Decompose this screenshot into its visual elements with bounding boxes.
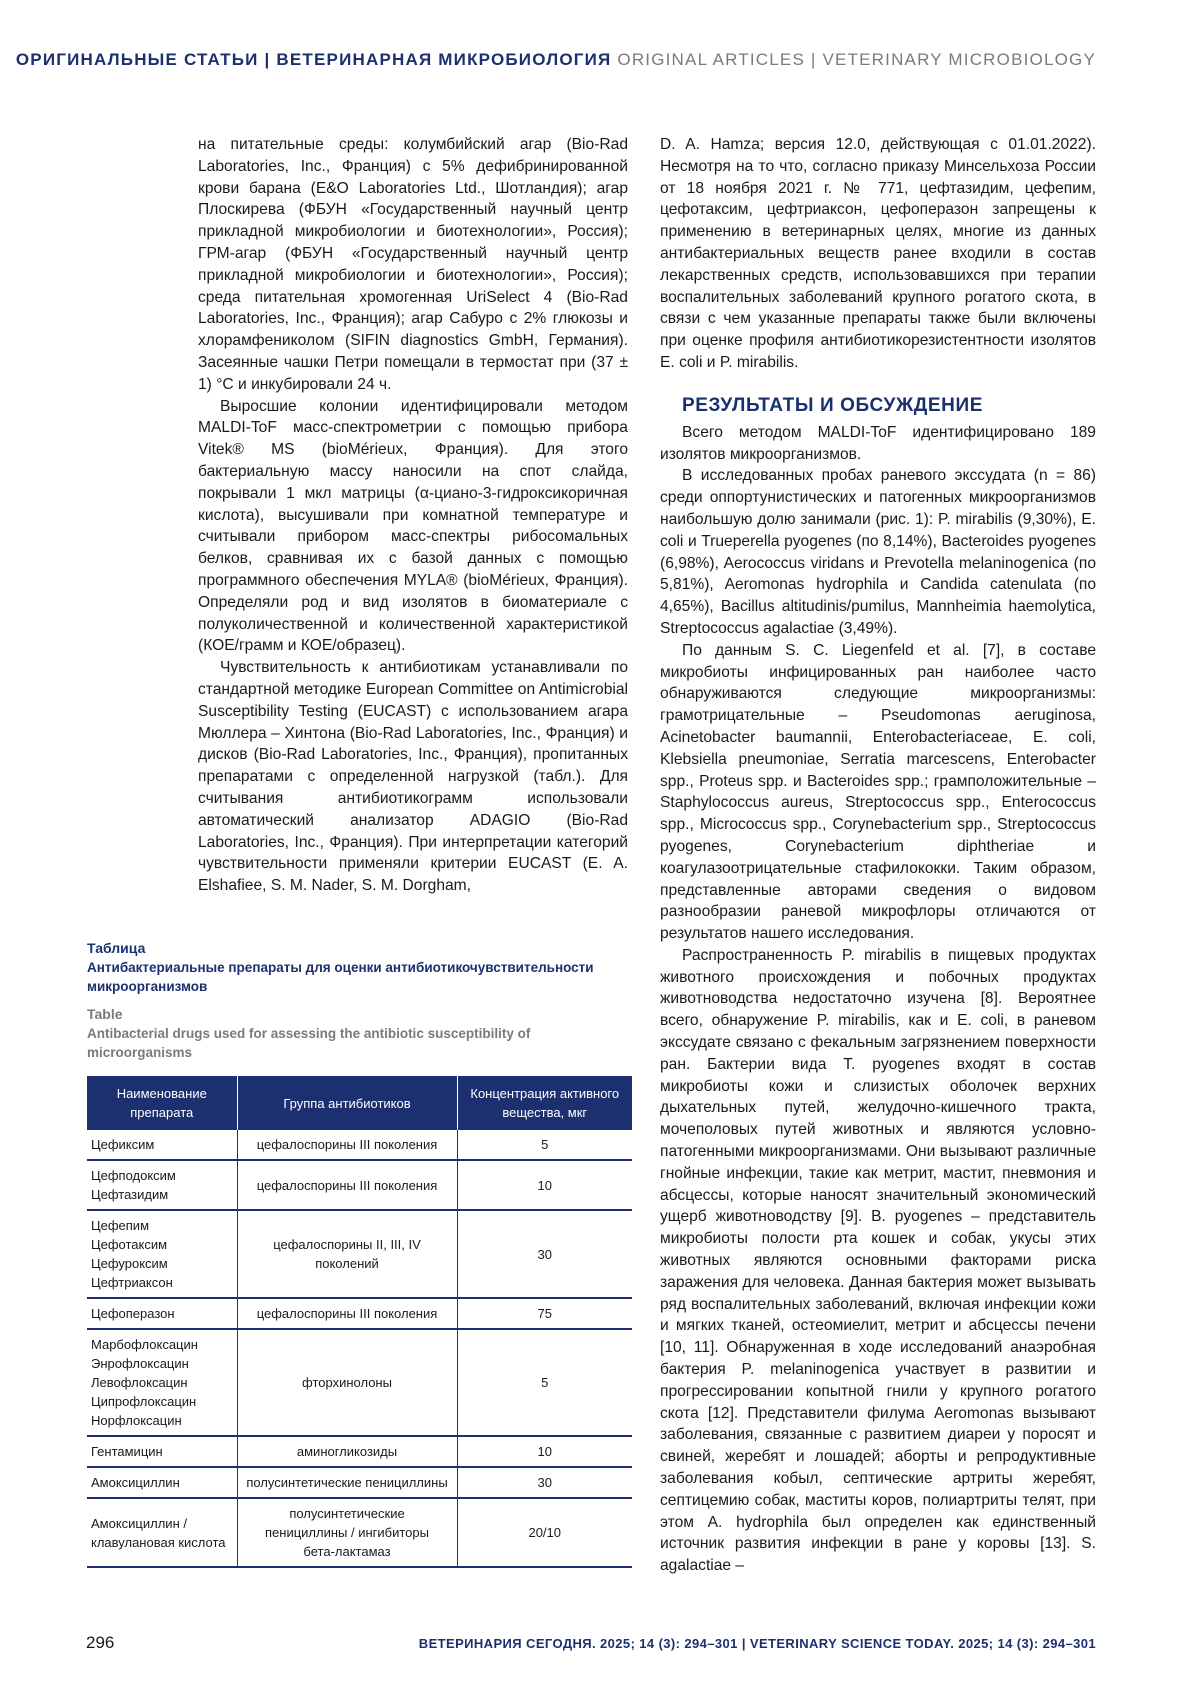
table-cell-name: Амоксициллин <box>87 1467 237 1498</box>
table-cell-name: Цефепим Цефотаксим Цефуроксим Цефтриаксон <box>87 1210 237 1298</box>
table-row <box>87 1498 632 1567</box>
table-cell-group: полусинтетические пенициллины / ингибиторы бета-лактамаз <box>237 1498 457 1567</box>
table-row <box>87 1467 632 1498</box>
left-paragraph-3: Чувствительность к антибиотикам устанавливали по стандартной методике European Committee on Antimicrobial Susceptibility Testing (EUCAST) с использованием агара Мюллера – Хинтона (Bio-Rad Laboratories, Inc., Франция) и дисков (Bio-Rad Laboratories, Inc., Франция), пропитанных препаратами с определенной нагрузкой (табл.). Для считывания антибиотикограмм использовали автоматический анализатор ADAGIO (Bio-Rad Laboratories, Inc., Франция). При интерпретации категорий чувствительности применяли критерии EUCAST (E. A. Elshafiee, S. M. Nader, S. M. Dorgham, <box>198 659 628 895</box>
table-cell-concentration: 75 <box>457 1298 632 1329</box>
table-row <box>87 1298 632 1329</box>
table-cell-name: Цефоперазон <box>87 1298 237 1329</box>
table-row <box>87 1436 632 1467</box>
table-row <box>87 1329 632 1436</box>
table-cell-name: Цефиксим <box>87 1130 237 1160</box>
table-cell-concentration: 20/10 <box>457 1498 632 1567</box>
journal-citation: ВЕТЕРИНАРИЯ СЕГОДНЯ. 2025; 14 (3): 294–301 | VETERINARY SCIENCE TODAY. 2025; 14 (3): 294–301 <box>418 1636 1096 1651</box>
right-paragraph-1: D. A. Hamza; версия 12.0, действующая с 01.01.2022). Несмотря на то что, согласно приказу Минсельхоза России от 18 ноября 2021 г. № 771, цефтазидим, цефепим, цефотаксим, цефтриаксон, цефоперазон запрещены к применению в ветеринарных целях, многие из данных антибактериальных веществ ранее входили в состав лекарственных средств, использовавшихся при терапии воспалительных заболеваний крупного рогатого скота, в связи с чем указанные препараты также были включены при оценке профиля антибиотикорезистентности изолятов E. coli и P. mirabilis. <box>660 136 1096 371</box>
table-row <box>87 1130 632 1160</box>
table-caption-ru: Антибактериальные препараты для оценки антибиотикочувствительности микроорганизмов <box>87 960 594 994</box>
left-paragraph-1: на питательные среды: колумбийский агар (Bio-Rad Laboratories, Inc., Франция) с 5% дефибринированной крови барана (E&O Laboratories Ltd., Шотландия); агар Плоскирева (ФБУН «Государственный научный центр прикладной микробиологии и биотехнологии», Россия); ГРМ-агар (ФБУН «Государственный научный центр прикладной микробиологии и биотехнологии», Россия); среда питательная хромогенная UriSelect 4 (Bio-Rad Laboratories, Inc., Франция); агар Сабуро с 2% глюкозы и хлорамфениколом (SIFIN diagnostics GmbH, Германия). Засеянные чашки Петри помещали в термостат при (37 ± 1) °C и инкубировали 24 ч. <box>198 136 628 393</box>
section-heading-results: РЕЗУЛЬТАТЫ И ОБСУЖДЕНИЕ <box>682 394 983 416</box>
table-cell-group: фторхинолоны <box>237 1329 457 1436</box>
table-header-name: Наименование препарата <box>87 1076 237 1130</box>
table-cell-concentration: 10 <box>457 1436 632 1467</box>
table-cell-group: цефалоспорины II, III, IV поколений <box>237 1210 457 1298</box>
left-column <box>198 134 628 897</box>
antibiotics-table-block <box>87 938 632 1568</box>
running-header <box>16 50 1096 70</box>
left-paragraph-2: Выросшие колонии идентифицировали методом MALDI-ToF масс-спектрометрии с помощью прибора Vitek® MS (bioMérieux, Франция). Для этого бактериальную массу наносили на спот слайда, покрывали 1 мкл матрицы (α-циано-3-гидроксикоричная кислота), высушивали при комнатной температуре и считывали прибором масс-спектры рибосомальных белков, сравнивая их с базой данных с помощью программного обеспечения MYLA® (bioMérieux, Франция). Определяли род и вид изолятов в биоматериале с полуколичественной и количественной характеристикой (КОЕ/грамм и КОЕ/образец). <box>198 397 628 655</box>
right-paragraph-2: Всего методом MALDI-ToF идентифицировано 189 изолятов микроорганизмов. <box>660 423 1096 463</box>
table-label-en: Table <box>87 1006 123 1022</box>
table-label-ru: Таблица <box>87 940 146 956</box>
table-cell-group: цефалоспорины III поколения <box>237 1160 457 1210</box>
table-cell-name: Марбофлоксацин Энрофлоксацин Левофлоксацин Ципрофлоксацин Норфлоксацин <box>87 1329 237 1436</box>
table-cell-concentration: 5 <box>457 1130 632 1160</box>
page-number: 296 <box>86 1633 115 1652</box>
right-column <box>660 134 1096 1577</box>
table-cell-concentration: 30 <box>457 1467 632 1498</box>
table-cell-group: аминогликозиды <box>237 1436 457 1467</box>
table-cell-concentration: 5 <box>457 1329 632 1436</box>
table-cell-name: Цефподоксим Цефтазидим <box>87 1160 237 1210</box>
right-paragraph-5: Распространенность P. mirabilis в пищевых продуктах животного происхождения и побочных продуктах животноводства недостаточно изучена [8]. Вероятнее всего, обнаружение P. mirabilis, как и E. coli, в раневом экссудате связано с фекальным загрязнением поверхности ран. Бактерии вида T. pyogenes входят в состав микробиоты кожи и слизистых оболочек верхних дыхательных путей, желудочно-кишечного тракта, мочеполовых путей животных и являются условно-патогенными микроорганизмами. Они вызывают различные гнойные инфекции, такие как метрит, мастит, пневмония и абсцессы, которые наносят значительный экономический ущерб животноводству [9]. B. pyogenes – представитель микробиоты полости рта кошек и собак, укусы этих животных являются основными факторами риска заражения для человека. Данная бактерия может вызывать ряд воспалительных заболеваний, включая инфекции кожи и мягких тканей, остеомиелит, метрит и абсцессы печени [10, 11]. Обнаруженная в ходе исследований анаэробная бактерия P. melaninogenica участвует в развитии и прогрессировании копытной гнили у крупного рогатого скота [12]. Представители филума Aeromonas вызывают заболевания, связанные с развитием диареи у поросят и свиней, жеребят и лошадей; аборты и репродуктивные заболевания кобыл, септические артриты жеребят, септицемию собак, маститы коров, полиартриты телят, при этом A. hydrophila был определен как единственный источник развития инфекции в ране у коровы [13]. S. agalactiae – <box>660 946 1097 1575</box>
table-row <box>87 1160 632 1210</box>
table-cell-concentration: 30 <box>457 1210 632 1298</box>
table-cell-group: цефалоспорины III поколения <box>237 1130 457 1160</box>
table-cell-concentration: 10 <box>457 1160 632 1210</box>
table-header-row <box>87 1076 632 1130</box>
table-caption-en: Antibacterial drugs used for assessing the antibiotic susceptibility of microorganisms <box>87 1026 531 1060</box>
table-body <box>87 1130 632 1567</box>
running-header-en: ORIGINAL ARTICLES | VETERINARY MICROBIOLOGY <box>617 50 1096 69</box>
right-paragraph-4: По данным S. C. Liegenfeld et al. [7], в составе микробиоты инфицированных ран наиболее часто обнаруживаются следующие микроорганизмы: грамотрицательные – Pseudomonas aeruginosa, Acinetobacter baumannii, Enterobacteriaceae, E. coli, Klebsiella pneumoniae, Serratia marcescens, Enterobacter spp., Proteus spp. и Bacteroides spp.; грамположительные – Staphylococcus aureus, Streptococcus spp., Enterococcus spp., Micrococcus spp., Corynebacterium spp., Streptococcus pyogenes, Corynebacterium diphtheriae и коагулазоотрицательные стафилококки. Таким образом, представленные авторами сведения о видовом разнообразии раневой микрофлоры отличаются от результатов нашего исследования. <box>660 641 1096 943</box>
table-cell-group: цефалоспорины III поколения <box>237 1298 457 1329</box>
antibiotics-table <box>87 1076 632 1568</box>
table-cell-group: полусинтетические пенициллины <box>237 1467 457 1498</box>
right-paragraph-3: В исследованных пробах раневого экссудата (n = 86) среди оппортунистических и патогенных микроорганизмов наибольшую долю занимали (рис. 1): P. mirabilis (9,30%), E. coli и Trueperella pyogenes (по 8,14%), Bacteroides pyogenes (6,98%), Aerococcus viridans и Prevotella melaninogenica (по 5,81%), Aeromonas hydrophila и Candida catenulata (по 4,65%), Bacillus altitudinis/pumilus, Mannheimia haemolytica, Streptococcus agalactiae (3,49%). <box>660 467 1096 637</box>
table-row <box>87 1210 632 1298</box>
running-header-ru: ОРИГИНАЛЬНЫЕ СТАТЬИ | ВЕТЕРИНАРНАЯ МИКРОБИОЛОГИЯ <box>15 50 612 69</box>
table-cell-name: Амоксициллин / клавулановая кислота <box>87 1498 237 1567</box>
table-header-group: Группа антибиотиков <box>237 1076 457 1130</box>
table-header-concentration: Концентрация активного вещества, мкг <box>457 1076 632 1130</box>
table-cell-name: Гентамицин <box>87 1436 237 1467</box>
